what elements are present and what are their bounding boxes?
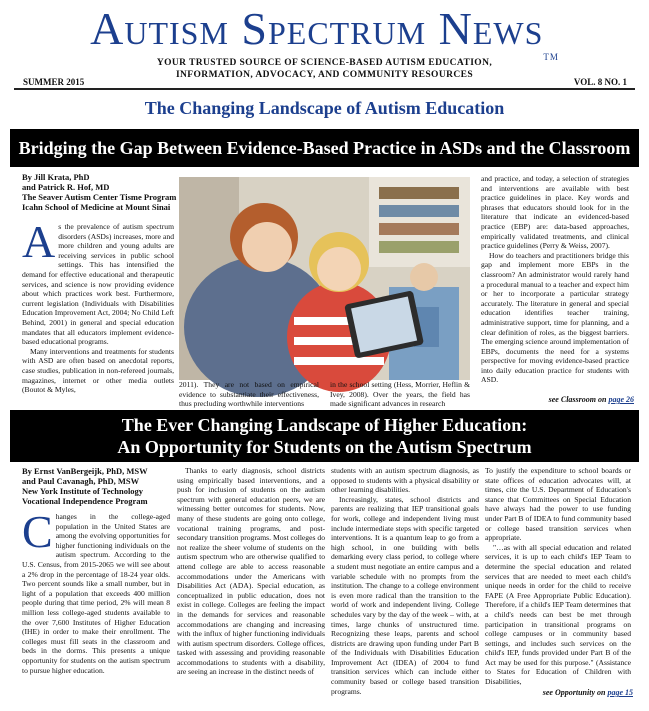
drop-cap: C [22,506,53,557]
issue-season: SUMMER 2015 [23,77,85,87]
article2-column-3: students with an autism spectrum diagnosis, as opposed to students with a physical disability or other learning disabilities. Increasingly, states, school districts and parents are realizing that IEP transitional goals for work, college and independent living must include intermediate steps with specific targeted interventions. It is a quantum leap to go from a high school, in one building with bells demarking every class period, to college where a student must negotiate an entire campus and a variable schedule with no prompts from the institution. The change to a college environment is even more radical than the transition to the world of work and independent living. College schedules vary by the day of the week – with, at times, large chunks of unstructured time. Recognizing these leaps, parents and school districts are drawing upon funding under Part B of the Individuals with Disabilities Education Improvement Act (IDEA) of 2004 to fund transition services which can include either community based or college based transition programs. [331,466,479,696]
photo-illustration [179,177,470,380]
article1-column-4: and practice, and today, a selection of strategies and interventions are available with best practice guidelines in place. Key words and phrases that educators should look for in the literature that indicate an evidenced-based practice (EBP) are: data-based approaches, empirically validated treatments, and clinical practice guidelines (Perry & Weiss, 2007). How do teachers and practitioners bridge this gap and implement more EBPs in the classroom? An administrator would rarely hand a procedural manual to a teacher and expect him or her to incorporate a particular strategy accurately. The literature in general and special education identifies teacher training, administrative support, time for planning, and a clear definition of roles, as the biggest barriers. The emerging science around implementation of EBPs, documents the need for a systems perspective for moving evidence-based practice into daily education practice for students with ASD. [481,174,629,385]
article2-continued-link[interactable]: see Opportunity on page 15 [542,688,633,697]
article-photo-teacher-child-tablet [179,177,470,380]
article2-byline: By Ernst VanBergeijk, PhD, MSW and Paul Cavanagh, PhD, MSW New York Institute of Technology Vocational Independence Program [22,466,148,506]
article1-continued-link[interactable]: see Classroom on page 26 [548,395,634,404]
article2-banner: The Ever Changing Landscape of Higher Education: An Opportunity for Students on the Autism Spectrum [10,410,639,462]
section-heading: The Changing Landscape of Autism Education [144,98,505,118]
article1-column-1: A s the prevalence of autism spectrum disorders (ASDs) increases, more and more children and young adults are receiving services in public school settings. This has intensified the demand for effective educational and therapeutic services, and science is now providing evidence about which practices work best. Furthermore, current legislation (Individuals with Disabilities Education Improvement Act, 2004; No Child Left Behind, 2001) in general and special education mandates that all educators implement evidence-based educational programs. Many interventions and treatments for students with ASD are often based on anecdotal reports, case studies, publication in non-refereed journals, magazines, internet or other media outlets (Boutot & Myles, [22,216,174,395]
article1-byline: By Jill Krata, PhD and Patrick R. Hof, MD The Seaver Autism Center Tisme Program Icahn School of Medicine at Mount Sinai [22,172,177,212]
issue-volume: VOL. 8 NO. 1 [573,77,627,87]
drop-cap: A [22,216,56,267]
article2-column-2: Thanks to early diagnosis, school districts using empirically based interventions, and a push for inclusion of students on the autism spectrum with general education peers, we are witnessing better outcomes for students. Now, many of these students are going onto college, vocational training programs, and post-secondary transition programs. Most colleges do not realize the sheer volume of students on the autism spectrum who are otherwise qualified to attend college are able to access reasonable accommodations under the Americans with Disabilities Act (ADA). Special education, as conceptualized in public education, does not exist in college. Colleges are feeling the impact in the demands for services and reasonable accommodations are changing and increasing with the influx of higher functioning individuals with autism spectrum disorders. College offices, tasked with assessing and providing reasonable accommodations to students with a disability, are seeing an increase in the distinct needs of [177,466,325,677]
article1-column-2: 2011). They are not based on empirical evidence to substantiate their effectiveness, thus precluding worthwhile interventions [179,380,319,409]
publication-title: Autism Spectrum News™ [90,3,559,62]
article1-column-3-top: in the school setting (Hess, Morrier, Heflin & Ivey, 2008). Over the years, the field has made significant advances in research [330,380,470,409]
article1-column-1-end [22,382,172,402]
masthead-rule [14,88,635,90]
article2-column-4: To justify the expenditure to school boards or state offices of education advocates will, at times, cite the U.S. Department of Education's stance that Committees on Special Education have always had the power to use funding under Part B of IDEA to fund community based or college based transition services when appropriate. "…as with all special education and related services, it is up to each child's IEP Team to determine the special education and related services that are needed to meet each child's unique needs in order for the child to receive FAPE (A Free Appropriate Public Education). Therefore, if a child's IEP Team determines that a child's needs can best be met through participation in transitional programs on college campuses or in community based settings, and includes such services on the child's IEP, funds provided under Part B of the Act may be used for this purpose." (Assistance to States for Education of Children with Disabilities, [485,466,631,687]
article2-column-1: C hanges in the college-aged population in the United States are among the evolving opportunities for higher functioning individuals on the autism spectrum. According to the U.S. Census, from 2015-2065 we will see about a 2% drop in the percentage of 18-24 year olds. Two percent sounds like a small number, but in light of a population that exceeds 400 million people during that time period, 2% will mean 8 million less college-aged students available to the over 7,600 Institutes of Higher Education (IHE) in order to make their enrollment. The colleges must fill seats in the classroom and beds in the dorms. This presents a unique opportunity for students on the autism spectrum to pursue higher education. [22,506,170,675]
tagline: YOUR TRUSTED SOURCE OF SCIENCE-BASED AUTISM EDUCATION, INFORMATION, ADVOCACY, AND COMMUNITY RESOURCES [156,58,493,80]
masthead [0,0,649,96]
article1-banner: Bridging the Gap Between Evidence-Based Practice in ASDs and the Classroom [10,129,639,167]
